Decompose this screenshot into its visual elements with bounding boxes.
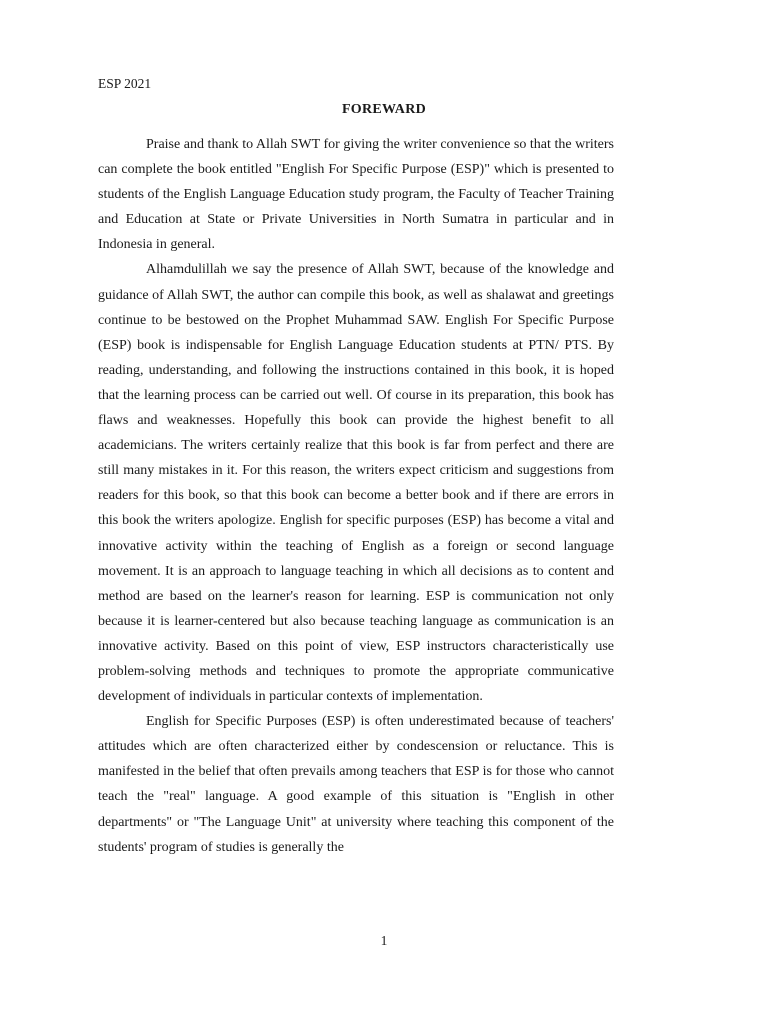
page-number: 1 [380,933,388,948]
page-title: FOREWARD [341,102,427,117]
paragraph-2: Alhamdulillah we say the presence of Allah SWT, because of the knowledge and guidance of Allah SWT, the author can compile this book, as well as shalawat and greetings continue to be bestowed on the Prophet Muhammad SAW. English For Specific Purpose (ESP) book is indispensable for English Language Education students at PTN/ PTS. By reading, understanding, and following the instructions contained in this book, it is hoped that the learning process can be carried out well. Of course in its preparation, this book has flaws and weaknesses. Hopefully this book can provide the highest benefit to all academicians. The writers certainly realize that this book is far from perfect and there are still many mistakes in it. For this reason, the writers expect criticism and suggestions from readers for this book, so that this book can become a better book and if there are errors in this book the writers apologize. English for specific purposes (ESP) has become a vital and innovative activity within the teaching of English as a foreign or second language movement. It is an approach to language teaching in which all decisions as to content and method are based on the learner's reason for learning. ESP is communication not only because it is learner-centered but also because teaching language as communication is an innovative activity. Based on this point of view, ESP instructors characteristically use problem-solving methods and techniques to promote the appropriate communicative development of individuals in particular contexts of implementation. [98,262,614,705]
paragraph-3: English for Specific Purposes (ESP) is often underestimated because of teachers' attitudes which are often characterized either by condescension or reluctance. This is manifested in the belief that often prevails among teachers that ESP is for those who cannot teach the "real" language. A good example of this situation is "English in other departments" or "The Language Unit" at university where teaching this component of the students' program of studies is generally the [98,714,614,855]
running-header: ESP 2021 [98,76,152,91]
paragraph-1: Praise and thank to Allah SWT for giving the writer convenience so that the writers can complete the book entitled "English For Specific Purpose (ESP)" which is presented to students of the English Language Education study program, the Faculty of Teacher Training and Education at State or Private Universities in North Sumatra in particular and in Indonesia in general. [98,137,614,253]
body-text [98,132,614,860]
